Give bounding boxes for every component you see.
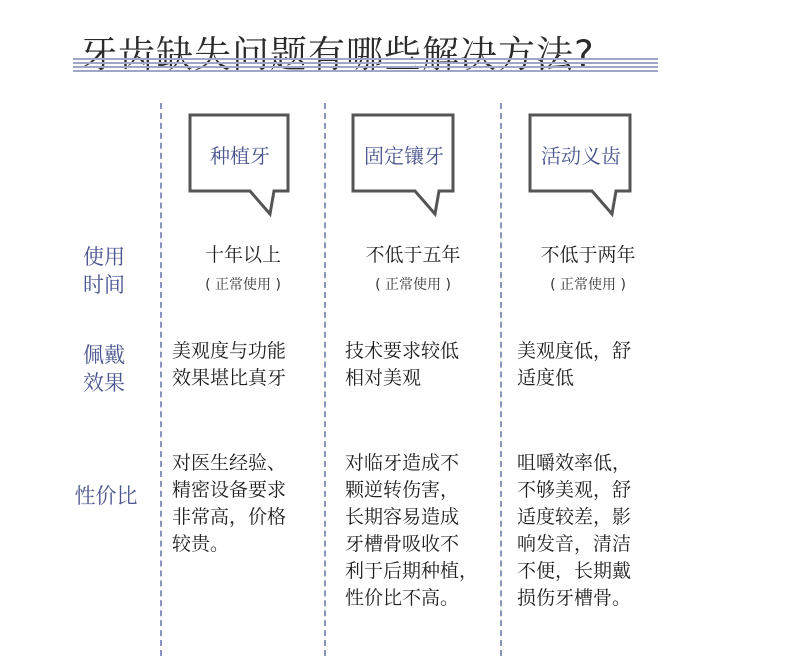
- title-underline: [73, 55, 658, 75]
- value-implant: 对医生经验、 精密设备要求 非常高，价格 较贵。: [172, 452, 287, 555]
- column-title-fixed: 固定镶牙: [364, 144, 444, 168]
- value-removable: 咀嚼效率低， 不够美观，舒 适度较差，影 响发音，清洁 不便，长期戴 损伤牙槽骨。: [517, 452, 632, 609]
- divider-3: [500, 103, 502, 656]
- lifespan-note-implant: ( 正常使用 ): [205, 277, 281, 293]
- lifespan-note-removable: ( 正常使用 ): [550, 277, 626, 293]
- bubble-implant: [188, 113, 292, 218]
- wearing-fixed: 技术要求较低 相对美观: [345, 340, 460, 389]
- lifespan-fixed: 不低于五年: [365, 244, 461, 266]
- value-fixed: 对临牙造成不 颗逆转伤害， 长期容易造成 牙槽骨吸收不 利于后期种植， 性价比不高。: [345, 452, 479, 609]
- wearing-implant: 美观度与功能 效果堪比真牙: [172, 340, 287, 389]
- row-label-lifespan: 使用 时间: [83, 245, 125, 297]
- divider-2: [324, 103, 326, 656]
- column-title-removable: 活动义齿: [541, 144, 621, 168]
- lifespan-removable: 不低于两年: [540, 244, 636, 266]
- bubble-fixed: [351, 113, 457, 218]
- row-label-wearing: 佩戴 效果: [83, 343, 125, 395]
- bubble-removable: [528, 113, 634, 218]
- wearing-removable: 美观度低，舒 适度低: [517, 340, 632, 389]
- lifespan-note-fixed: ( 正常使用 ): [375, 277, 451, 293]
- column-title-implant: 种植牙: [210, 144, 270, 168]
- row-label-value: 性价比: [74, 484, 138, 508]
- page-title: 牙齿缺失问题有哪些解决方法?: [80, 33, 595, 76]
- lifespan-implant: 十年以上: [204, 244, 281, 266]
- divider-1: [160, 103, 162, 656]
